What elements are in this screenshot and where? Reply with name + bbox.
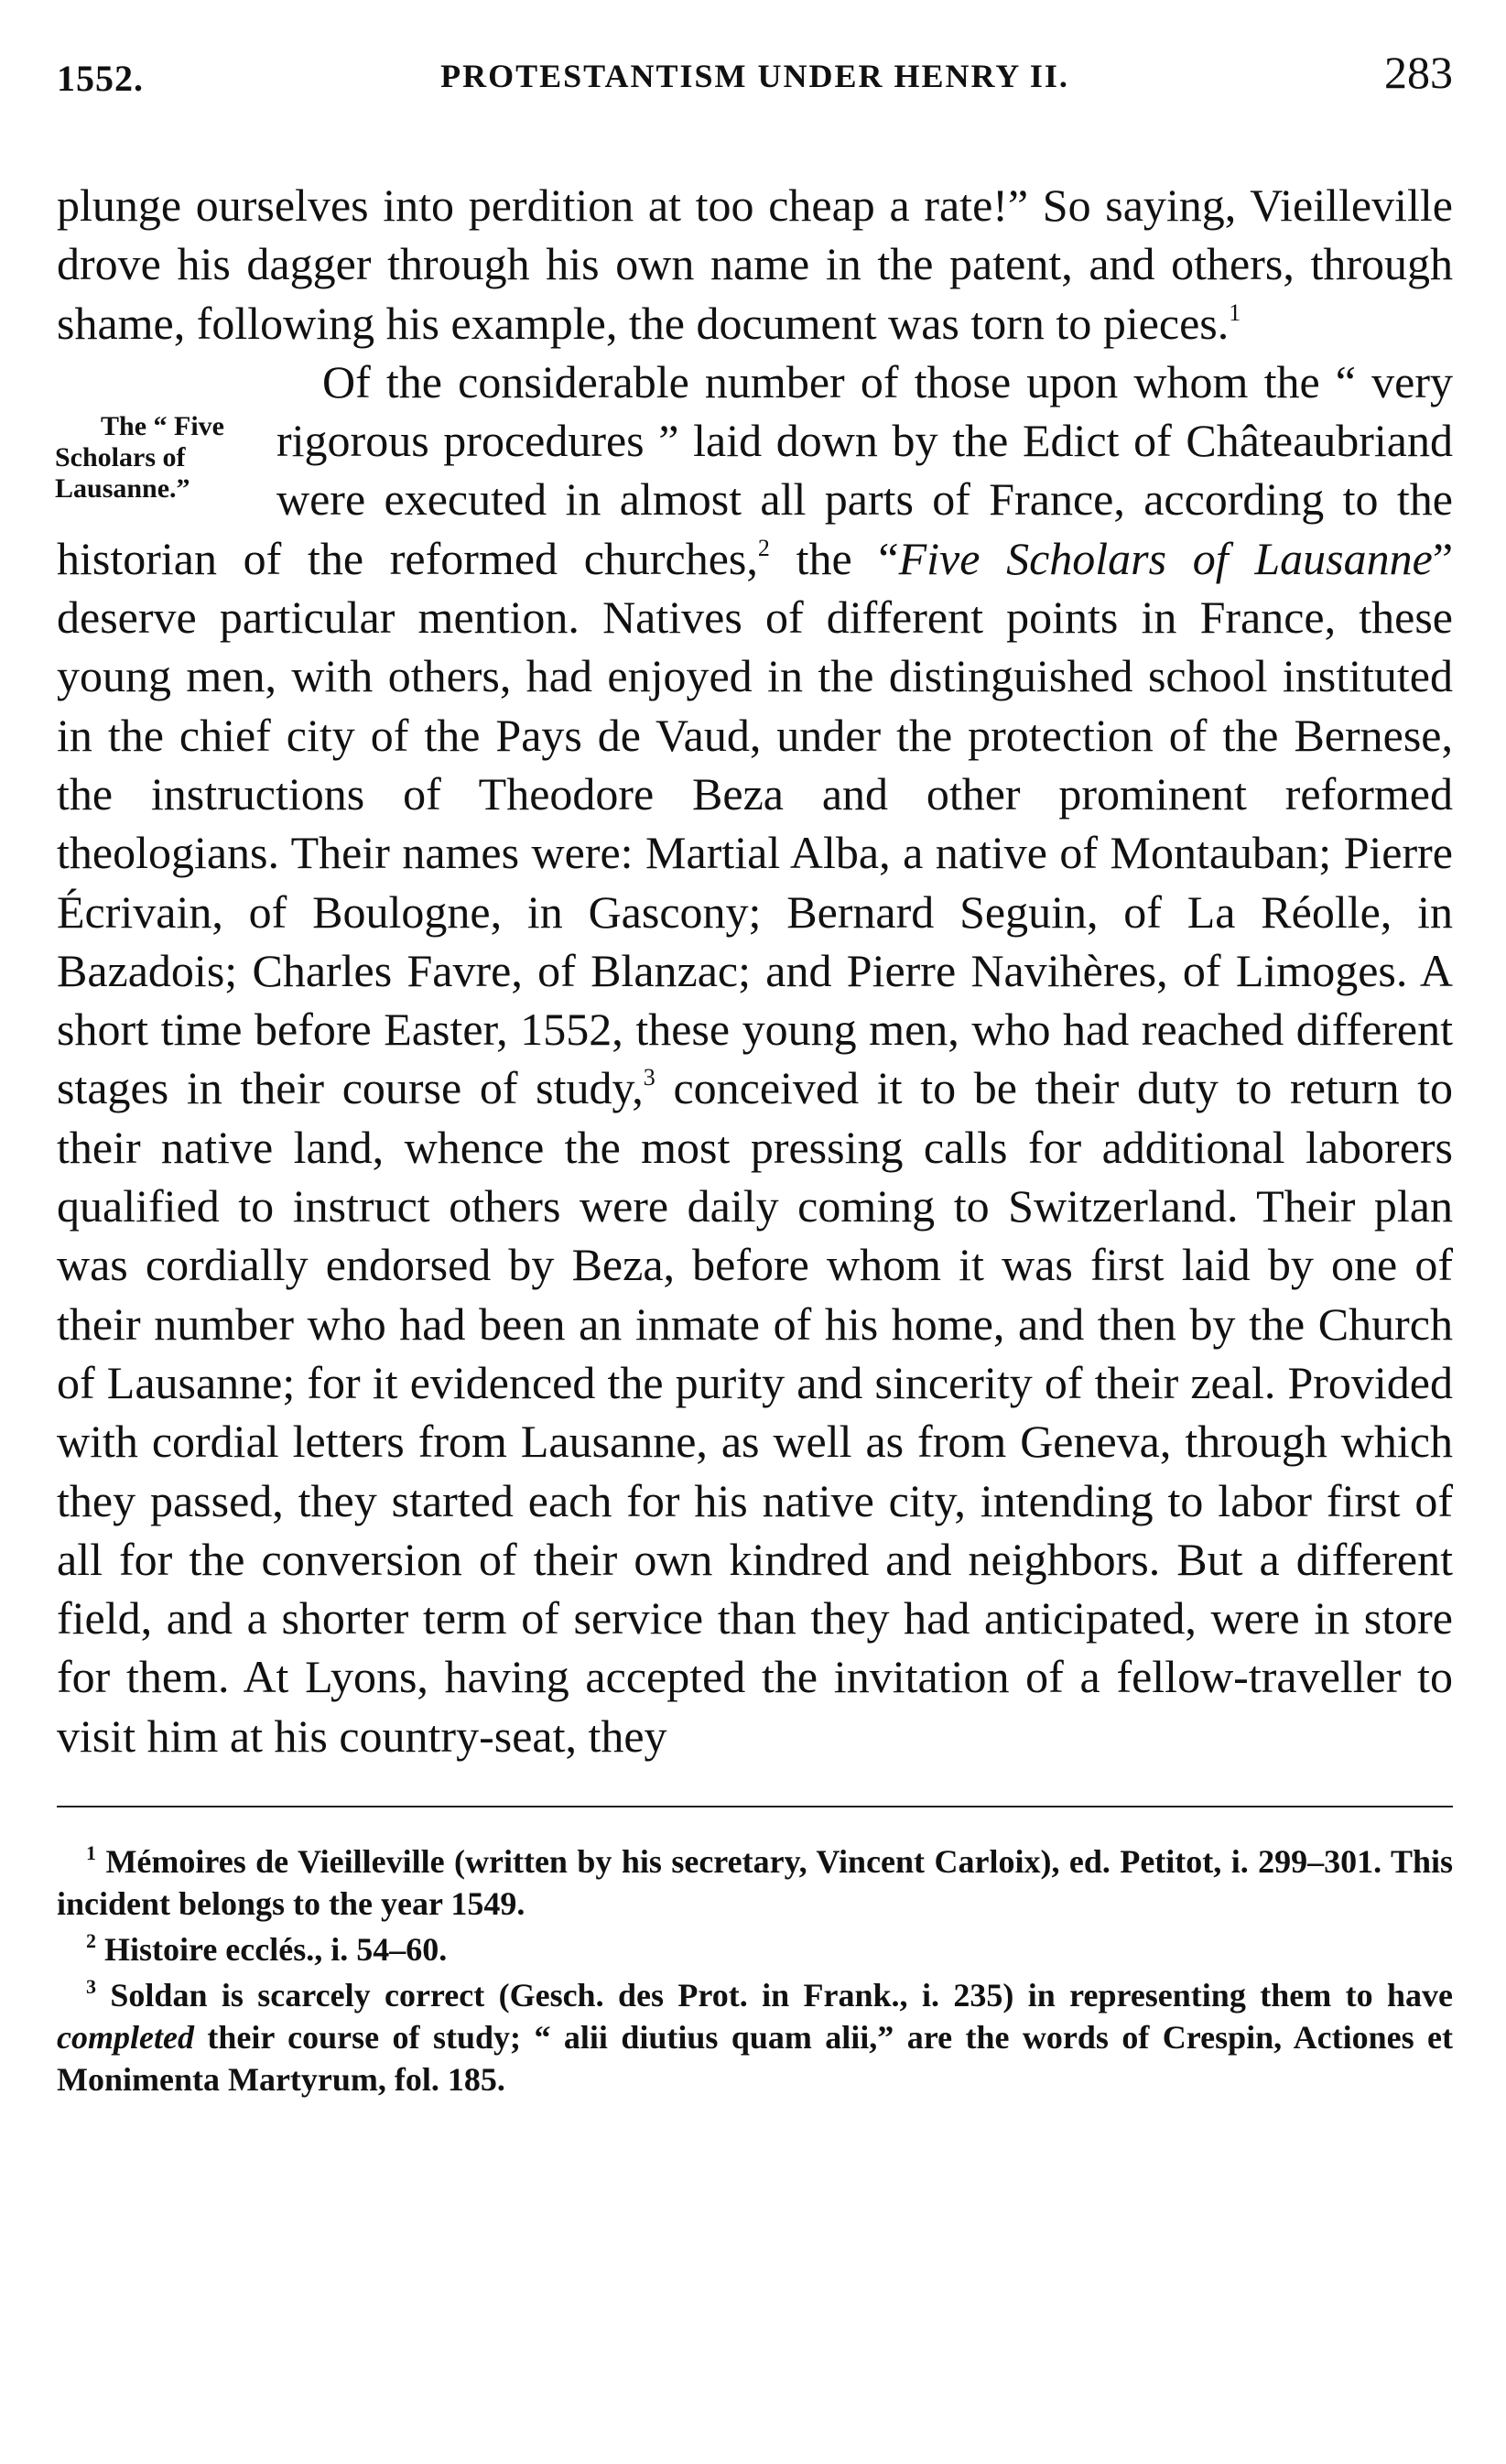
book-page	[57, 37, 1453, 2104]
body-text	[57, 176, 1453, 1765]
paragraph-1-text: plunge ourselves into perdition at too cheap a rate!” So saying, Vieilleville drove his dagger through his own name in the patent, and others, through shame, following his example, the document was torn to pieces.	[57, 179, 1453, 349]
paragraph-2-text-c: ” deserve particular mention. Natives of different points in France, these young men, with others, had enjoyed in the distinguished school instituted in the chief city of the Pays de Vaud, under the protection of the Bernese, the instructions of Theodore Beza and other prominent reformed theologians. Their names were: Martial Alba, a native of Montauban; Pierre Écrivain, of Boulogne, in Gascony; Bernard Seguin, of La Réolle, in Bazadois; Charles Favre, of Blanzac; and Pierre Navihères, of Limoges. A short time before Easter, 1552, these young men, who had reached different stages in their course of study,	[57, 532, 1454, 1114]
header-year: 1552.	[57, 58, 144, 99]
footnote-2-mark: 2	[86, 1929, 96, 1953]
footnotes	[57, 1840, 1453, 2100]
paragraph-2	[57, 353, 1453, 1765]
marginal-note-line-2: Scholars of	[55, 441, 186, 472]
paragraph-1	[57, 176, 1453, 353]
footnote-3	[57, 1974, 1453, 2100]
footnote-1-text: Mémoires de Vieilleville (written by his secretary, Vincent Carloix), ed. Petitot, i. 299–301. This incident belongs to the year 1549.	[57, 1843, 1454, 1923]
footnote-2-text: Histoire ecclés., i. 54–60.	[104, 1931, 448, 1969]
marginal-note-line-3: Lausanne.”	[55, 472, 190, 504]
footnote-1-mark: 1	[86, 1841, 96, 1865]
paragraph-2-text-b: the “	[769, 532, 899, 584]
footnote-ref-3: 3	[643, 1064, 655, 1091]
footnote-rule	[57, 1806, 1453, 1807]
footnote-3-mark: 3	[86, 1975, 96, 1999]
footnote-1	[57, 1840, 1453, 1925]
header-title: PROTESTANTISM UNDER HENRY II.	[440, 58, 1069, 94]
page-number: 283	[1384, 47, 1453, 98]
footnote-2	[57, 1928, 1453, 1970]
marginal-note-line-1: The “ Five	[101, 410, 224, 441]
italic-title: Five Scholars of Lausanne	[898, 532, 1433, 584]
footnote-ref-1: 1	[1229, 299, 1241, 326]
paragraph-2-text-a: Of the considerable number of those upon whom the “ very rigorous procedures ” laid down by the Edict of Châteaubriand were executed in almost all parts of France, according to the historian of the reformed churches,	[57, 355, 1453, 584]
footnote-3-italic: completed	[57, 2019, 194, 2057]
paragraph-2-text-d: conceived it to be their duty to return to their native land, whence the most pressing calls for additional laborers qualified to instruct others were daily coming to Switzerland. Their plan was cordially endorsed by Beza, before whom it was first laid by one of their number who had been an inmate of his home, and then by the Church of Lausanne; for it evidenced the purity and sincerity of their zeal. Provided with cordial letters from Lausanne, as well as from Geneva, through which they passed, they started each for his native city, intending to labor first of all for the conversion of their own kindred and neighbors. But a different field, and a shorter term of service than they had anticipated, were in store for them. At Lyons, having accepted the invitation of a fellow-traveller to visit him at his country-seat, they	[57, 1062, 1453, 1762]
footnote-3-text-a: Soldan is scarcely correct (Gesch. des Prot. in Frank., i. 235) in representing them to have	[110, 1977, 1453, 2014]
running-header	[57, 37, 1453, 119]
footnote-3-text-b: their course of study; “ alii diutius quam alii,” are the words of Crespin, Actiones et Monimenta Martyrum, fol. 185.	[57, 2019, 1453, 2099]
footnote-ref-2: 2	[757, 534, 770, 561]
marginal-note	[55, 411, 265, 505]
